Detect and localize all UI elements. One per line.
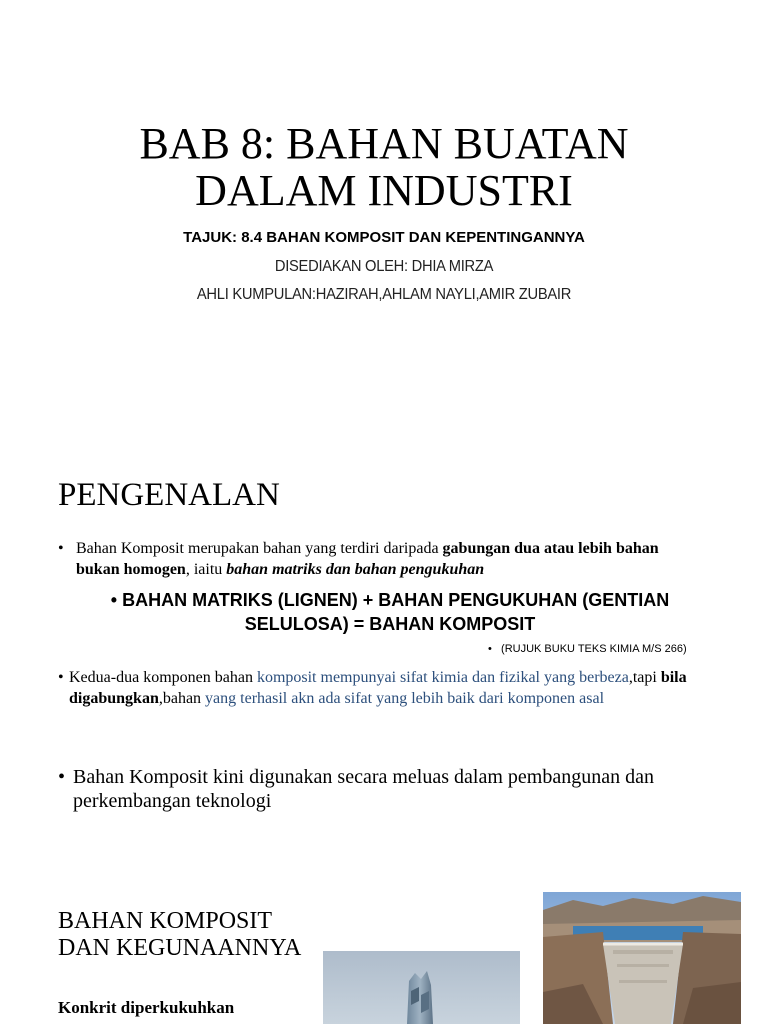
introduction-slide xyxy=(0,455,768,850)
section-heading: PENGENALAN xyxy=(58,477,280,513)
topic-subtitle: TAJUK: 8.4 BAHAN KOMPOSIT DAN KEPENTINGANNYA xyxy=(183,229,585,246)
text-run: Kedua-dua komponen bahan xyxy=(69,669,257,686)
skyscraper-photo xyxy=(323,951,520,1024)
bullet-icon: • xyxy=(488,643,502,655)
text-run: ,bahan xyxy=(158,690,206,707)
bullet-text xyxy=(69,667,698,709)
bullet-text xyxy=(76,538,698,580)
prepared-by-text: DISEDIAKAN OLEH: DHIA MIRZA xyxy=(274,258,494,275)
bold-text-run: bila digabungkan xyxy=(69,669,687,707)
group-members-text: AHLI KUMPULAN:HAZIRAH,AHLAM NAYLI,AMIR ZUBAIR xyxy=(196,286,572,303)
text-run: Bahan Komposit merupakan bahan yang terdiri daripada xyxy=(76,540,443,557)
uses-slide xyxy=(0,868,768,1024)
dam-photo xyxy=(543,892,741,1024)
bold-italic-text-run: bahan matriks dan bahan pengukuhan xyxy=(226,561,485,578)
formula-bullet xyxy=(70,588,710,636)
reference-text: (RUJUK BUKU TEKS KIMIA M/S 266) xyxy=(501,643,687,655)
title-line-1: BAB 8: BAHAN BUATAN xyxy=(139,119,629,168)
text-run: ,tapi xyxy=(628,669,661,686)
text-run: , iaitu xyxy=(185,561,227,578)
bullet-item xyxy=(58,765,698,813)
bullet-icon: • xyxy=(58,766,66,788)
bullet-icon: • xyxy=(110,590,123,610)
formula-text: BAHAN MATRIKS (LIGNEN) + BAHAN PENGUKUHAN (GENTIAN SELULOSA) = BAHAN KOMPOSIT xyxy=(122,590,670,634)
bold-text-run: gabungan dua atau lebih bahan bukan homogen xyxy=(76,540,659,578)
section-heading: BAHAN KOMPOSIT DAN KEGUNAANNYA xyxy=(58,908,302,961)
highlight-text-run: komposit mempunyai sifat kimia dan fizikal yang berbeza xyxy=(256,669,629,686)
bullet-item xyxy=(58,538,698,580)
bullet-icon: • xyxy=(58,669,64,686)
slide-title xyxy=(0,120,768,214)
body-text: Konkrit diperkukuhkan xyxy=(58,998,235,1017)
title-line-2: DALAM INDUSTRI xyxy=(195,166,573,215)
bullet-icon: • xyxy=(58,540,64,557)
reference-note xyxy=(488,643,687,655)
title-slide xyxy=(0,0,768,440)
bullet-text: Bahan Komposit kini digunakan secara meluas dalam pembangunan dan perkembangan teknologi xyxy=(73,766,654,812)
highlight-text-run: yang terhasil akn ada sifat yang lebih baik dari komponen asal xyxy=(205,690,605,707)
bullet-item xyxy=(58,667,698,709)
